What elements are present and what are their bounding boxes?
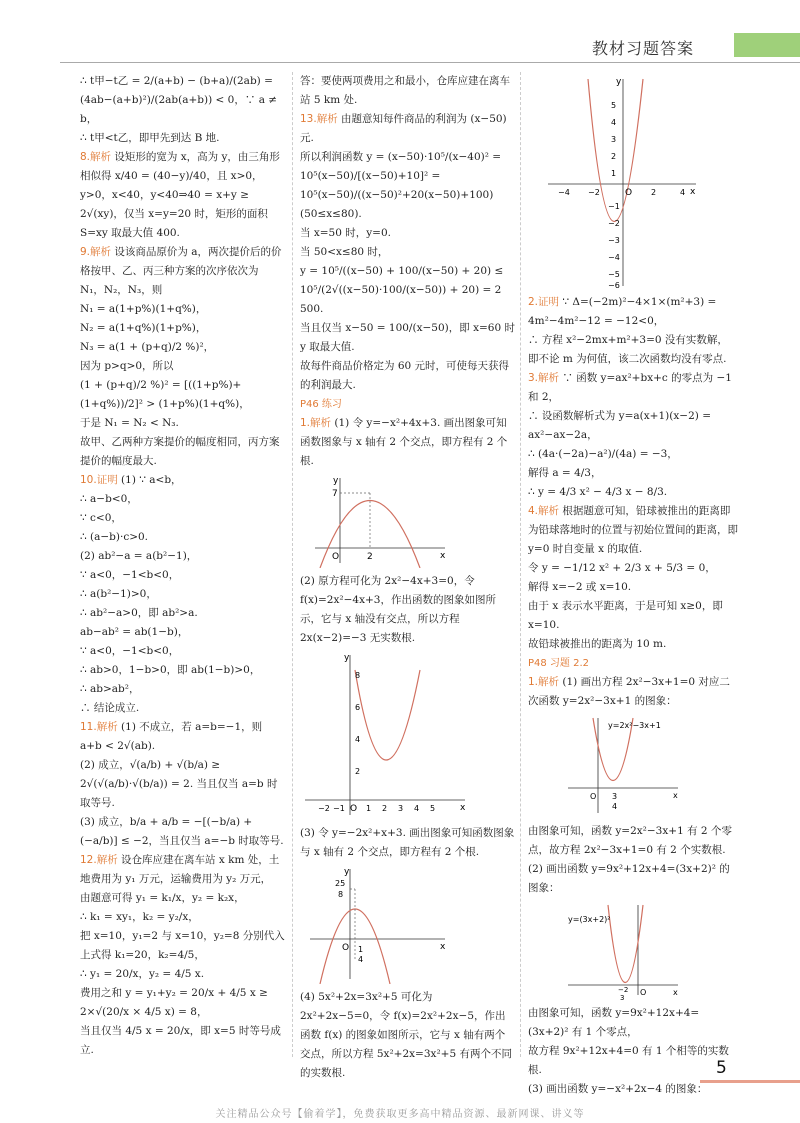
paragraph <box>80 889 285 908</box>
paragraph <box>300 205 515 224</box>
paragraph-text: 答：要使两项费用之和最小，仓库应建在离车站 5 km 处. <box>300 75 510 106</box>
paragraph-text: 解得 x=−2 或 x=10. <box>528 581 632 593</box>
paragraph <box>80 243 285 300</box>
paragraph-text: (3) 成立，b/a + a/b = −[(−b/a) + (−a/b)] ≤ −2，当且仅当 a=−b 时取等号. <box>80 816 284 847</box>
paragraph-text: N₃ = a(1 + (p+q)/2 %)²， <box>80 341 215 353</box>
paragraph-text: 把 x=10，y₁=2 与 x=10，y₂=8 分别代入上式得 k₁=20，k₂=4/5， <box>80 930 285 961</box>
paragraph <box>528 635 738 654</box>
axis-label: x <box>690 187 696 197</box>
tick-label: 4 <box>612 802 618 811</box>
paragraph <box>80 661 285 680</box>
paragraph <box>80 984 285 1022</box>
section-heading: P48 习题 2.2 <box>528 658 590 669</box>
tick-label: 8 <box>355 671 361 680</box>
tick-label: 3 <box>612 792 618 801</box>
page-number-underline <box>700 1080 800 1083</box>
paragraph <box>300 110 515 148</box>
paragraph-text: ∴ y = 4/3 x² − 4/3 x − 8/3. <box>528 486 668 498</box>
header-divider <box>60 62 800 63</box>
paragraph <box>528 331 738 350</box>
paragraph-text: 于是 N₁ = N₂ < N₃. <box>80 417 179 429</box>
tick-label: −1 <box>333 804 345 813</box>
paragraph-text: ∵ c<0， <box>80 512 122 524</box>
paragraph <box>80 813 285 851</box>
paragraph-text: 设矩形的宽为 x，高为 y，由三角形相似得 x/40 = (40−y)/40，且 x>0，y>0，x<40，y<40⇒40 = x+y ≥ 2√(xy)，仅当 x=y=20 时，矩形的面积 S=xy 取最大值 400. <box>80 151 280 239</box>
paragraph <box>80 509 285 528</box>
paragraph-text: 由图象可知，函数 y=9x²+12x+4=(3x+2)² 有 1 个零点， <box>528 1007 700 1038</box>
paragraph-text: (2) 原方程可化为 2x²−4x+3=0，令 f(x)=2x²−4x+3，作出函数的图象如图所示，它与 x 轴没有交点，所以方程 2x(x−2)=−3 无实数根. <box>300 575 496 644</box>
paragraph <box>80 642 285 661</box>
paragraph <box>300 988 515 1083</box>
paragraph-text: ∴ ab²−a>0，即 ab²>a. <box>80 607 198 619</box>
paragraph-text: y = 10⁵/((x−50) + 100/(x−50) + 20) ≤ 10⁵/(2√((x−50)·100/(x−50)) + 20) = 2 500. <box>300 265 504 315</box>
graph-3x-plus-2-squared <box>528 900 688 1000</box>
paragraph <box>80 547 285 566</box>
tick-label: −6 <box>608 281 620 289</box>
paragraph-text: ∴ y₁ = 20/x，y₂ = 4/5 x. <box>80 968 205 980</box>
tick-label: 3 <box>611 135 617 144</box>
axis-label: y <box>333 476 339 486</box>
paragraph <box>300 243 515 262</box>
paragraph-text: 解得 a = 4/3， <box>528 467 602 479</box>
tick-label: −2 <box>618 986 629 994</box>
paragraph <box>80 433 285 471</box>
tick-label: 4 <box>680 188 686 197</box>
tick-label: 6 <box>355 703 361 712</box>
paragraph-text: 由题意知每件商品的利润为 (x−50) 元. <box>300 113 507 144</box>
tick-label: 2 <box>611 152 617 161</box>
paragraph <box>528 578 738 597</box>
graph-y-neg-2x2-x-3 <box>300 864 450 984</box>
axis-label: y <box>616 77 622 87</box>
tick-label: 2 <box>367 552 373 562</box>
paragraph-text: (3) 画出函数 y=−x²+2x−4 的图象： <box>528 1083 708 1095</box>
paragraph-text: ∴ a−b<0， <box>80 493 138 505</box>
paragraph <box>80 680 285 699</box>
paragraph <box>528 445 738 464</box>
origin-label: O <box>342 943 350 953</box>
tick-label: −3 <box>608 236 620 245</box>
paragraph-text: 因为 p>q>0，所以 <box>80 360 174 372</box>
paragraph-text: ab−ab² = ab(1−b)， <box>80 626 189 638</box>
graph-2x2-3x-1 <box>528 713 688 818</box>
paragraph-text: ∵ 函数 y=ax²+bx+c 的零点为 −1 和 2， <box>528 372 732 403</box>
paragraph <box>528 1042 738 1080</box>
problem-tag: 4.解析 <box>528 505 560 517</box>
tick-label: −2 <box>608 219 620 228</box>
paragraph <box>528 860 738 898</box>
paragraph-text: 设仓库应建在离车站 x km 处，土地费用为 y₁ 万元，运输费用为 y₂ 万元， <box>80 854 280 885</box>
paragraph <box>528 407 738 445</box>
tick-label: −2 <box>318 804 330 813</box>
tick-label: 1 <box>366 804 372 813</box>
paragraph <box>80 129 285 148</box>
tick-label: −2 <box>588 188 600 197</box>
paragraph <box>80 851 285 889</box>
graph-f-2x2-4x-3 <box>300 650 470 820</box>
paragraph <box>528 369 738 407</box>
paragraph <box>80 927 285 965</box>
paragraph <box>80 718 285 756</box>
paragraph <box>528 350 738 369</box>
paragraph-text: (50≤x≤80). <box>300 208 362 220</box>
tick-label: 4 <box>414 804 420 813</box>
paragraph <box>80 376 285 414</box>
paragraph <box>80 604 285 623</box>
paragraph <box>80 1022 285 1060</box>
paragraph-text: 故每件商品价格定为 60 元时，可使每天获得的利润最大. <box>300 360 510 391</box>
paragraph-text: (1) 不成立，若 a=b=−1，则 a+b < 2√(ab). <box>80 721 263 752</box>
tick-label: 8 <box>338 890 344 899</box>
curve-label: y=(3x+2)² <box>568 915 611 924</box>
paragraph-text: 所以利润函数 y = (x−50)·10⁵/(x−40)² = 10⁵(x−50)/[(x−50)+10]² = 10⁵(x−50)/((x−50)²+20(x−50)+100) <box>300 151 502 201</box>
paragraph <box>528 1004 738 1042</box>
paragraph <box>528 822 738 860</box>
paragraph-text: ∴ a(b²−1)>0， <box>80 588 157 600</box>
paragraph-text: ∴ t甲−t乙 = 2/(a+b) − (b+a)/(2ab) = (4ab−(a+b)²)/(2ab(a+b)) < 0，∵ a ≠ b， <box>80 75 278 125</box>
paragraph-text: ∴ 结论成立. <box>80 702 140 714</box>
paragraph <box>528 502 738 559</box>
origin-label: O <box>640 988 647 997</box>
paragraph <box>80 300 285 319</box>
paragraph <box>80 357 285 376</box>
paragraph-text: 故方程 9x²+12x+4=0 有 1 个相等的实数根. <box>528 1045 729 1076</box>
paragraph-text: 由于 x 表示水平距离，于是可知 x≥0，即 x=10. <box>528 600 723 631</box>
column-divider <box>520 72 521 1057</box>
axis-label: x <box>673 791 678 800</box>
problem-tag: 13.解析 <box>300 113 338 125</box>
paragraph <box>300 824 515 862</box>
paragraph <box>528 483 738 502</box>
paragraph <box>528 293 738 331</box>
paragraph-text: 当 50<x≤80 时， <box>300 246 389 258</box>
header-accent-bar <box>734 33 800 57</box>
paragraph-text: 故铅球被推出的距离为 10 m. <box>528 638 667 650</box>
paragraph-text: ∴ ab>ab²， <box>80 683 140 695</box>
tick-label: 3 <box>398 804 404 813</box>
axis-label: x <box>460 803 466 813</box>
paragraph-text: ∴ t甲<t乙，即甲先到达 B 地. <box>80 132 220 144</box>
paragraph <box>80 471 285 490</box>
problem-tag: 3.解析 <box>528 372 560 384</box>
curve-label: y=2x²−3x+1 <box>608 721 661 730</box>
paragraph-text: ∴ k₁ = xy₁，k₂ = y₂/x， <box>80 911 199 923</box>
paragraph-text: N₂ = a(1+q%)(1+p%)， <box>80 322 207 334</box>
paragraph <box>80 338 285 357</box>
problem-tag: 11.解析 <box>80 721 118 733</box>
paragraph <box>528 559 738 578</box>
paragraph-text: 即不论 m 为何值，该二次函数均没有零点. <box>528 353 727 365</box>
paragraph-text: (4) 5x²+2x=3x²+5 可化为 2x²+2x−5=0，令 f(x)=2x²+2x−5，作出函数 f(x) 的图象如图所示，它与 x 轴有两个交点，所以方程 5x²+2x=3x²+5 有两个不同的实数根. <box>300 991 512 1079</box>
tick-label: 1 <box>358 945 364 954</box>
tick-label: 4 <box>355 735 361 744</box>
paragraph <box>80 908 285 927</box>
graph-2x2-2x-5 <box>528 74 698 289</box>
paragraph-text: ∴ ab>0，1−b>0，即 ab(1−b)>0， <box>80 664 261 676</box>
paragraph-text: ∴ (4a·(−2a)−a²)/(4a) = −3， <box>528 448 678 460</box>
paragraph-text: 费用之和 y = y₁+y₂ = 20/x + 4/5 x ≥ 2×√(20/x × 4/5 x) = 8， <box>80 987 268 1018</box>
paragraph <box>300 357 515 395</box>
paragraph <box>300 224 515 243</box>
paragraph <box>528 597 738 635</box>
paragraph <box>80 528 285 547</box>
paragraph <box>80 148 285 243</box>
paragraph <box>80 585 285 604</box>
page-number: 5 <box>716 1058 727 1078</box>
paragraph <box>80 319 285 338</box>
paragraph-text: 当且仅当 x−50 = 100/(x−50)，即 x=60 时 y 取最大值. <box>300 322 515 353</box>
problem-tag: 12.解析 <box>80 854 118 866</box>
tick-label: −1 <box>608 202 620 211</box>
column-divider <box>292 72 293 1057</box>
paragraph <box>300 319 515 357</box>
paragraph-text: ∴ 设函数解析式为 y=a(x+1)(x−2) = ax²−ax−2a， <box>528 410 711 441</box>
origin-label: O <box>590 792 597 801</box>
paragraph-text: 根据题意可知，铅球被推出的距离即为铅球落地时的位置与初始位置间的距离，即 y=0 时自变量 x 的取值. <box>528 505 738 555</box>
paragraph <box>80 414 285 433</box>
tick-label: 2 <box>651 188 657 197</box>
paragraph <box>528 464 738 483</box>
graph-y-neg-x2-4x-3 <box>300 473 450 568</box>
column-middle <box>300 72 515 1083</box>
problem-tag: 8.解析 <box>80 151 112 163</box>
paragraph <box>80 965 285 984</box>
paragraph <box>80 699 285 718</box>
axis-label: x <box>673 988 678 997</box>
paragraph-text: ∵ Δ=(−2m)²−4×1×(m²+3) = 4m²−4m²−12 = −12<0， <box>528 296 717 327</box>
paragraph-text: ∵ a<0，−1<b<0， <box>80 569 180 581</box>
paragraph <box>528 673 738 711</box>
paragraph-text: (2) 画出函数 y=9x²+12x+4=(3x+2)² 的图象： <box>528 863 730 894</box>
paragraph-text: (2) ab²−a = a(b²−1)， <box>80 550 198 562</box>
axis-label: x <box>440 942 446 952</box>
paragraph <box>300 72 515 110</box>
problem-tag: 1.解析 <box>300 417 332 429</box>
origin-label: O <box>350 804 358 814</box>
paragraph-text: (1) ∵ a<b， <box>121 474 182 486</box>
paragraph-text: 由图象可知，函数 y=2x²−3x+1 有 2 个零点，故方程 2x²−3x+1=0 有 2 个实数根. <box>528 825 732 856</box>
axis-label: y <box>344 653 350 663</box>
paragraph-text: (3) 令 y=−2x²+x+3. 画出图象可知函数图象与 x 轴有 2 个交点，即方程有 2 个根. <box>300 827 515 858</box>
tick-label: 7 <box>332 489 338 499</box>
tick-label: −4 <box>558 188 570 197</box>
paragraph <box>80 623 285 642</box>
problem-tag: 9.解析 <box>80 246 112 258</box>
column-left <box>80 72 285 1060</box>
origin-label: O <box>332 552 340 562</box>
paragraph <box>80 756 285 813</box>
paragraph-text: 故甲、乙两种方案提价的幅度相同，丙方案提价的幅度最大. <box>80 436 280 467</box>
tick-label: 1 <box>611 169 617 178</box>
problem-tag: 2.证明 <box>528 296 560 308</box>
paragraph-text: 当且仅当 4/5 x = 20/x，即 x=5 时等号成立. <box>80 1025 281 1056</box>
paragraph-text: (1) 画出方程 2x²−3x+1=0 对应二次函数 y=2x²−3x+1 的图象： <box>528 676 730 707</box>
paragraph-text: ∵ a<0，−1<b<0， <box>80 645 180 657</box>
tick-label: 5 <box>430 804 436 813</box>
paragraph-text: (2) 成立，√(a/b) + √(b/a) ≥ 2√(√(a/b)·√(b/a)) = 2. 当且仅当 a=b 时取等号. <box>80 759 278 809</box>
header-title: 教材习题答案 <box>592 39 695 58</box>
paragraph-text: 设该商品原价为 a，两次提价后的价格按甲、乙、丙三种方案的次序依次为 N₁，N₂，N₃，则 <box>80 246 282 296</box>
tick-label: 5 <box>611 101 617 110</box>
paragraph <box>80 566 285 585</box>
paragraph-text: (1 + (p+q)/2 %)² = [((1+p%)+(1+q%))/2]² > (1+p%)(1+q%)， <box>80 379 250 410</box>
paragraph <box>300 572 515 648</box>
paragraph-text: ∴ 方程 x²−2mx+m²+3=0 没有实数解， <box>528 334 728 346</box>
paragraph-text: (1) 令 y=−x²+4x+3. 画出图象可知函数图象与 x 轴有 2 个交点，即方程有 2 个根. <box>300 417 508 467</box>
tick-label: −5 <box>608 270 620 279</box>
tick-label: 4 <box>611 118 617 127</box>
paragraph-text: 当 x=50 时，y=0. <box>300 227 392 239</box>
tick-label: 2 <box>355 767 361 776</box>
axis-label: y <box>344 867 350 877</box>
tick-label: 3 <box>620 994 625 1000</box>
paragraph <box>300 414 515 471</box>
tick-label: 25 <box>335 879 346 888</box>
paragraph-text: N₁ = a(1+p%)(1+q%)， <box>80 303 207 315</box>
section-heading: P46 练习 <box>300 399 342 410</box>
tick-label: 4 <box>358 955 364 964</box>
problem-tag: 10.证明 <box>80 474 118 486</box>
tick-label: 2 <box>382 804 388 813</box>
paragraph <box>300 262 515 319</box>
column-right <box>528 72 738 1099</box>
paragraph <box>80 490 285 509</box>
axis-label: x <box>440 551 446 561</box>
paragraph-text: 令 y = −1/12 x² + 2/3 x + 5/3 = 0， <box>528 562 716 574</box>
problem-tag: 1.解析 <box>528 676 560 688</box>
origin-label: O <box>625 188 633 198</box>
footer-note: 关注精品公众号【偷着学】，免费获取更多高中精品资源、最新网课、讲义等 <box>215 1109 585 1120</box>
paragraph <box>80 72 285 129</box>
paragraph-text: 由题意可得 y₁ = k₁/x，y₂ = k₂x， <box>80 892 245 904</box>
tick-label: −4 <box>608 253 620 262</box>
paragraph <box>300 148 515 205</box>
paragraph-text: ∴ (a−b)·c>0. <box>80 531 149 543</box>
